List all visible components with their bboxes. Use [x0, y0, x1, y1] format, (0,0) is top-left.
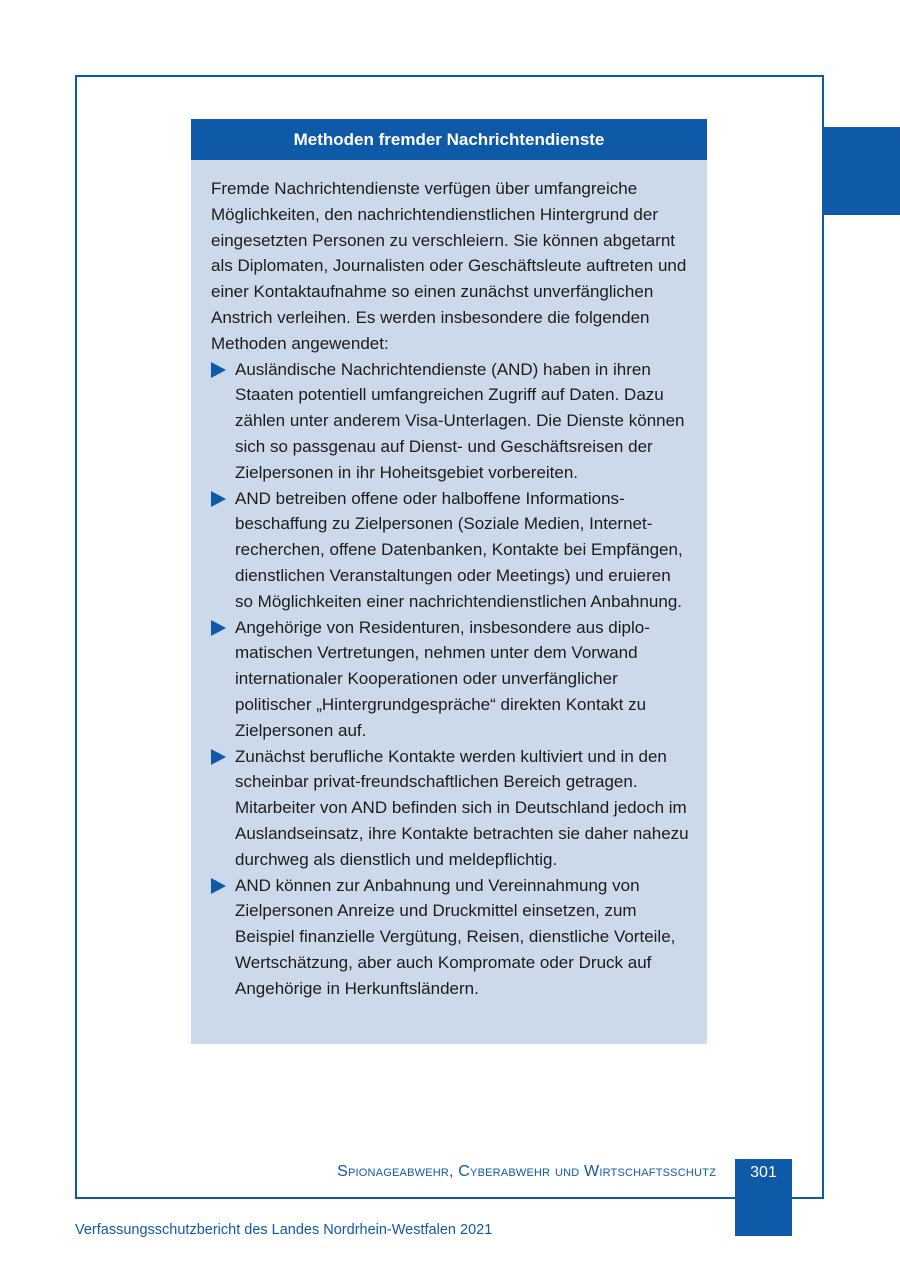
- method-list: [211, 357, 689, 1002]
- info-box: [191, 119, 707, 1044]
- triangle-bullet-icon: [211, 878, 226, 894]
- info-box-body: [191, 160, 707, 1002]
- triangle-bullet-icon: [211, 620, 226, 636]
- list-item-text: AND können zur Anbahnung und Vereinnahmung von Zielpersonen Anreize und Druckmittel einsetzen, zum Beispiel finanzielle Vergütung, Reisen, dienstliche Vorteile, Wertschätzung, aber auch Kompromate oder Druck auf Angehörige in Herkunftsländern.: [235, 875, 676, 998]
- running-footer-section-title: Spionageabwehr, Cyberabwehr und Wirtschaftsschutz: [337, 1163, 716, 1180]
- list-item-text: Angehörige von Residenturen, insbesondere aus diplomatischen Vertretungen, nehmen unter dem Vorwand internationaler Kooperationen oder unverfänglicher politischer „Hintergrundgespräche“ direkten Kontakt zu Zielpersonen auf.: [235, 617, 650, 740]
- triangle-bullet-icon: [211, 362, 226, 378]
- info-box-title: Methoden fremder Nachrichtendienste: [191, 119, 707, 160]
- intro-paragraph: Fremde Nachrichtendienste verfügen über umfangreiche Möglichkeiten, den nachrichtendienstlichen Hintergrund der eingesetzten Personen zu verschleiern. Sie können abgetarnt als Diplomaten, Journalisten oder Geschäftsleute auftreten und einer Kontaktaufnahme so einen zunächst unverfänglichen Anstrich verleihen. Es werden insbesondere die folgenden Methoden angewendet:: [211, 179, 687, 353]
- list-item: [211, 744, 689, 873]
- list-item-text: Ausländische Nachrichtendienste (AND) haben in ihren Staaten potentiell umfangreichen Zugriff auf Daten. Dazu zählen unter anderem Visa-Unterlagen. Die Dienste können sich so passgenau auf Dienst- und Geschäftsreisen der Zielpersonen in ihr Hoheitsgebiet vorbereiten.: [235, 359, 685, 482]
- list-item: [211, 615, 689, 744]
- list-item: [211, 873, 689, 1002]
- page-number-box: [735, 1159, 792, 1236]
- triangle-bullet-icon: [211, 749, 226, 765]
- list-item-text: AND betreiben offene oder halboffene Informationsbeschaffung zu Zielpersonen (Soziale Medien, Internetrecherchen, offene Datenbanken, Kontakte bei Empfängen, dienstlichen Veranstaltungen oder Meetings) und eruieren so Möglichkeiten einer nachrichtendienstlichen Anbahnung.: [235, 488, 683, 611]
- report-title: Verfassungsschutzbericht des Landes Nordrhein-Westfalen 2021: [75, 1222, 493, 1238]
- page-number: 301: [750, 1164, 777, 1181]
- list-item: [211, 486, 689, 615]
- chapter-tab-marker: [822, 127, 900, 215]
- list-item-text: Zunächst berufliche Kontakte werden kultiviert und in den scheinbar privat-freundschaftlichen Bereich getragen. Mitarbeiter von AND befinden sich in Deutschland jedoch im Auslandseinsatz, ihre Kontakte betrachten sie daher nahezu durchweg als dienstlich und meldepflichtig.: [235, 746, 689, 869]
- triangle-bullet-icon: [211, 491, 226, 507]
- list-item: [211, 357, 689, 486]
